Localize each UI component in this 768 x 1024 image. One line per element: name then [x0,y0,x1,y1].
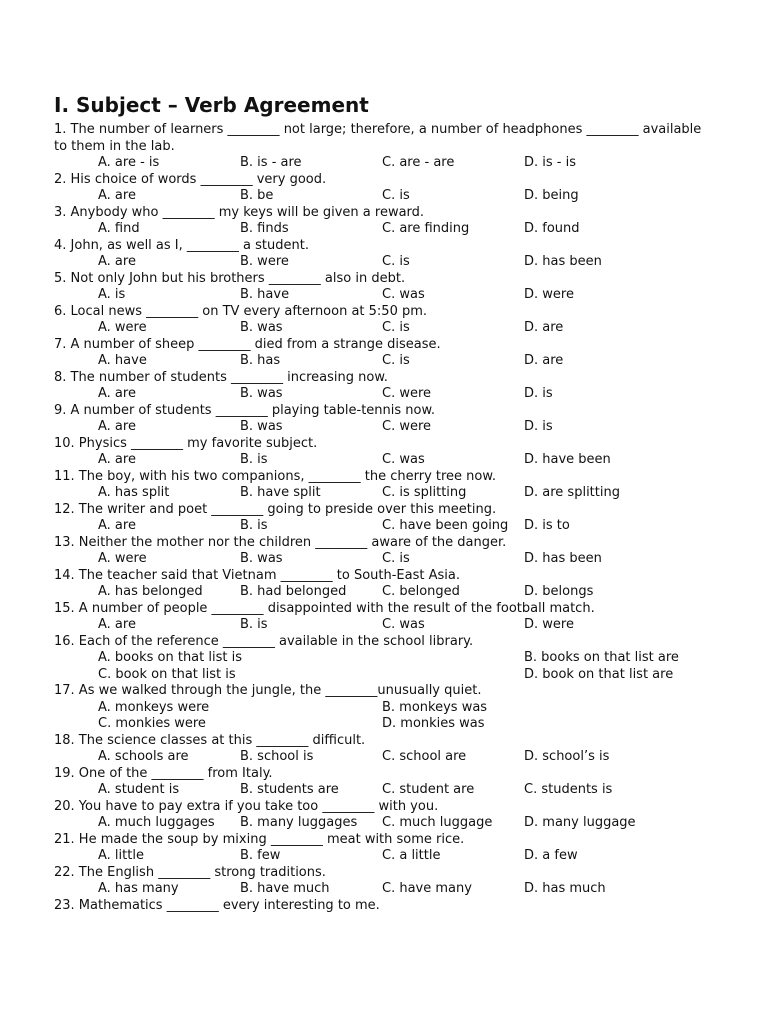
answer-option: A. are [98,452,136,467]
answer-option: D. have been [524,452,611,467]
question-7 [54,337,734,370]
answer-options-row [54,287,734,304]
question-stem: 19. One of the ________ from Italy. [54,765,273,781]
answer-options-row [54,353,734,370]
question-stem: 11. The boy, with his two companions, ________ the cherry tree now. [54,468,496,484]
answer-options-row [54,254,734,271]
answer-option: A. has many [98,881,179,896]
question-12 [54,502,734,535]
question-stem: 17. As we walked through the jungle, the ________unusually quiet. [54,683,482,698]
answer-option: A. monkeys were [98,699,210,715]
question-stem: 10. Physics ________ my favorite subject. [54,435,318,451]
answer-options-row [54,221,734,238]
answer-option: D. belongs [524,584,594,599]
answer-option: D. were [524,287,574,302]
question-stem: 13. Neither the mother nor the children ________ aware of the danger. [54,534,507,550]
answer-options-row [54,452,734,469]
answer-option: D. book on that list are [524,666,674,682]
answer-options-row [54,650,734,667]
answer-options-row [54,848,734,865]
question-2 [54,172,734,205]
answer-option: C. monkies were [98,716,206,731]
answer-option: B. monkeys was [382,699,488,715]
answer-option: C. students is [524,782,613,797]
answer-options-row [54,782,734,799]
answer-option: D. are [524,353,564,368]
answer-option: C. is [382,188,410,203]
question-stem: 2. His choice of words ________ very good. [54,171,327,187]
question-stem: 22. The English ________ strong traditions. [54,864,326,880]
question-list [54,122,734,914]
question-14 [54,568,734,601]
answer-option: B. finds [240,221,289,236]
question-11 [54,469,734,502]
answer-option: D. has been [524,254,602,269]
answer-option: B. have split [240,485,321,500]
answer-options-row [54,386,734,403]
answer-option: A. student is [98,782,180,797]
answer-options-row [54,815,734,832]
question-19 [54,766,734,799]
answer-option: B. was [240,320,283,335]
answer-option: D. are [524,320,564,335]
answer-options-row [54,749,734,766]
answer-option: B. was [240,386,283,401]
answer-options-row [54,320,734,337]
question-stem: 18. The science classes at this ________ difficult. [54,732,366,748]
question-9 [54,403,734,436]
answer-option: D. are splitting [524,485,620,500]
answer-option: B. were [240,254,289,269]
answer-option: D. has been [524,551,602,566]
answer-options-row [54,584,734,601]
question-8 [54,370,734,403]
answer-option: C. belonged [382,584,460,599]
answer-options-row [54,485,734,502]
answer-option: D. is [524,419,553,434]
answer-option: B. was [240,419,283,434]
question-17 [54,683,734,733]
answer-option: B. was [240,551,283,566]
answer-option: B. had belonged [240,584,347,599]
answer-option: A. is [98,287,126,302]
answer-options-row [54,518,734,535]
answer-option: A. much luggages [98,815,215,830]
answer-option: A. has split [98,485,170,500]
answer-option: B. have [240,287,290,302]
answer-option: A. are - is [98,155,160,170]
question-stem: 8. The number of students ________ increasing now. [54,369,388,385]
answer-option: B. has [240,353,281,368]
answer-option: B. students are [240,782,339,797]
answer-option: C. was [382,617,425,632]
question-stem: 21. He made the soup by mixing ________ meat with some rice. [54,831,465,847]
question-15 [54,601,734,634]
answer-option: A. are [98,254,136,269]
question-stem: 12. The writer and poet ________ going to preside over this meeting. [54,501,497,517]
answer-option: A. are [98,188,136,203]
answer-option: C. book on that list is [98,666,236,682]
answer-option: B. is [240,617,268,632]
answer-option: C. was [382,287,425,302]
answer-option: B. is [240,452,268,467]
question-stem: 3. Anybody who ________ my keys will be given a reward. [54,204,425,220]
answer-option: C. were [382,419,432,434]
question-21 [54,832,734,865]
question-1 [54,122,734,172]
answer-option: D. has much [524,881,606,896]
answer-option: C. were [382,386,432,401]
answer-option: D. is - is [524,155,576,170]
answer-option: A. books on that list is [98,650,242,665]
question-6 [54,304,734,337]
answer-option: C. much luggage [382,815,493,830]
answer-option: B. have much [240,881,330,896]
worksheet [54,92,734,914]
question-stem: 15. A number of people ________ disappointed with the result of the football match. [54,600,595,616]
question-stem: 5. Not only John but his brothers ________ also in debt. [54,270,406,286]
answer-option: C. have many [382,881,472,896]
answer-option: A. find [98,221,140,236]
answer-option: D. being [524,188,579,203]
question-10 [54,436,734,469]
worksheet-title: I. Subject – Verb Agreement [54,93,369,117]
answer-options-row [54,155,734,172]
answer-option: A. have [98,353,147,368]
answer-option: D. is [524,386,553,401]
answer-option: B. is [240,518,268,533]
answer-options-row [54,419,734,436]
question-stem: 14. The teacher said that Vietnam ________ to South-East Asia. [54,567,460,583]
answer-option: C. is [382,320,410,335]
answer-option: C. is splitting [382,485,467,500]
question-18 [54,733,734,766]
question-20 [54,799,734,832]
answer-option: A. are [98,386,136,401]
question-stem: 6. Local news ________ on TV every afternoon at 5:50 pm. [54,303,428,319]
answer-option: B. few [240,848,281,863]
answer-option: A. were [98,320,147,335]
answer-option: A. has belonged [98,584,203,599]
answer-option: C. are finding [382,221,470,236]
answer-option: B. many luggages [240,815,358,830]
answer-option: A. were [98,551,147,566]
answer-option: D. were [524,617,574,632]
answer-option: C. is [382,353,410,368]
answer-option: A. little [98,848,144,863]
question-16 [54,634,734,684]
answer-option: D. school’s is [524,749,610,764]
answer-options-row [54,716,734,733]
question-22 [54,865,734,898]
answer-options-row [54,881,734,898]
answer-option: D. is to [524,518,570,533]
answer-options-row [54,617,734,634]
answer-option: D. found [524,221,580,236]
question-stem: 4. John, as well as I, ________ a student. [54,237,309,253]
answer-option: D. many luggage [524,815,636,830]
question-5 [54,271,734,304]
question-stem: 20. You have to pay extra if you take too ________ with you. [54,798,439,814]
answer-option: B. be [240,188,274,203]
question-3 [54,205,734,238]
question-stem: 16. Each of the reference ________ available in the school library. [54,633,474,649]
question-23 [54,898,734,915]
answer-option: D. monkies was [382,716,485,731]
answer-option: C. school are [382,749,467,764]
answer-option: A. schools are [98,749,189,764]
answer-option: A. are [98,617,136,632]
question-4 [54,238,734,271]
answer-option: C. a little [382,848,441,863]
answer-option: C. is [382,254,410,269]
answer-option: B. school is [240,749,314,764]
answer-option: C. are - are [382,155,455,170]
answer-option: B. books on that list are [524,650,679,665]
question-stem: 1. The number of learners ________ not large; therefore, a number of headphones ________ available to them in the lab. [54,122,702,154]
answer-option: A. are [98,518,136,533]
answer-option: C. have been going [382,518,509,533]
answer-option: D. a few [524,848,578,863]
answer-option: C. is [382,551,410,566]
answer-options-row [54,188,734,205]
answer-option: A. are [98,419,136,434]
question-stem: 23. Mathematics ________ every interesting to me. [54,897,380,913]
answer-option: C. was [382,452,425,467]
answer-option: C. student are [382,782,475,797]
question-stem: 7. A number of sheep ________ died from a strange disease. [54,336,441,352]
answer-option: B. is - are [240,155,302,170]
answer-options-row [54,700,734,717]
answer-options-row [54,551,734,568]
question-stem: 9. A number of students ________ playing table-tennis now. [54,402,436,418]
answer-options-row [54,667,734,684]
question-13 [54,535,734,568]
